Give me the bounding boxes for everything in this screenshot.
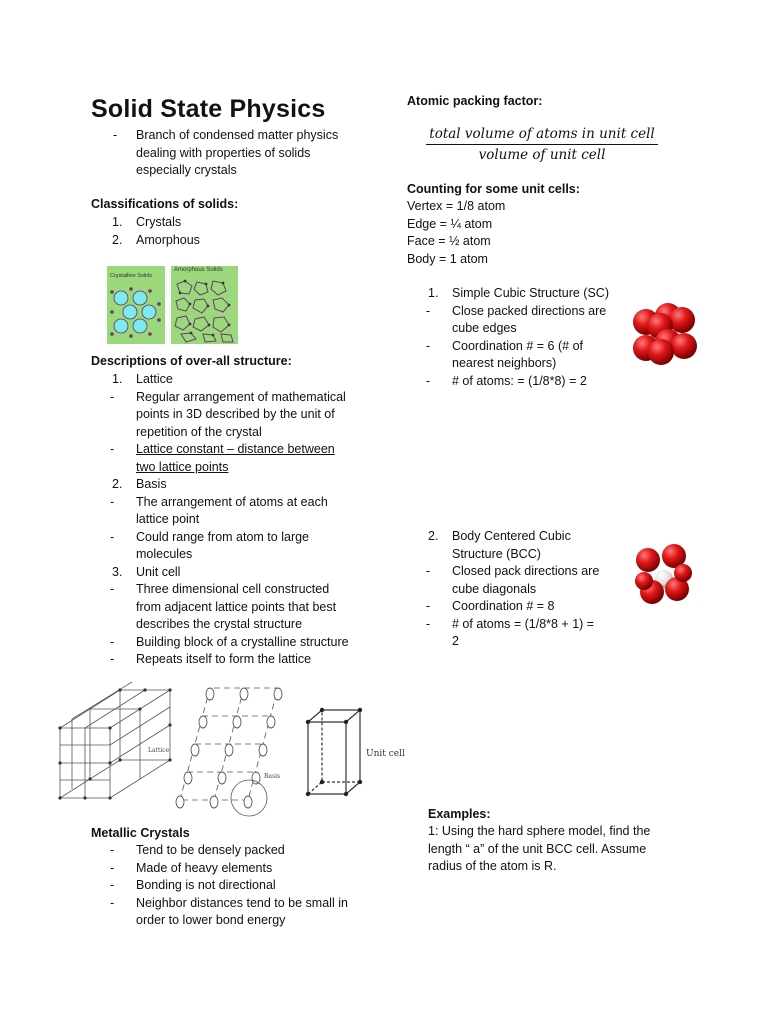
amorphous-network-drawing	[171, 276, 238, 344]
text-line: # of atoms: = (1/8*8) = 2	[452, 373, 587, 388]
apf-heading: Atomic packing factor:	[407, 94, 543, 108]
unit-cell-points	[306, 708, 362, 796]
lattice-points	[58, 688, 171, 799]
text-line: Regular arrangement of mathematical	[136, 389, 346, 404]
basis-range	[110, 529, 349, 564]
text-line: nearest neighbors)	[452, 356, 557, 370]
text-line: 2	[452, 634, 459, 648]
bcc-title-row	[428, 528, 599, 563]
basis-label: Basis	[264, 773, 281, 780]
bcc-title: Body Centered Cubic	[452, 529, 571, 543]
list-number: 2.	[112, 477, 123, 491]
metallic-heading: Metallic Crystals	[91, 826, 190, 840]
crystalline-solids-image	[107, 266, 165, 344]
descriptions-list	[110, 371, 349, 669]
sc-section	[426, 285, 609, 390]
text-line: two lattice points	[136, 459, 229, 474]
bullet-dash: -	[110, 442, 115, 456]
text-line: describes the crystal structure	[136, 617, 303, 631]
list-item	[112, 232, 200, 250]
bullet-dash: -	[426, 338, 431, 353]
list-item-text: Crystals	[136, 215, 182, 229]
crystalline-label: Crystalline Solids	[110, 273, 153, 279]
text-line: length “ a” of the unit BCC cell. Assume	[428, 841, 647, 856]
text-line: Close packed directions are	[452, 303, 607, 318]
list-item	[110, 895, 348, 930]
apf-denominator: volume of unit cell	[478, 147, 606, 163]
bullet-dash: -	[426, 564, 431, 578]
classifications-heading: Classifications of solids:	[91, 197, 239, 211]
bullet-dash: -	[110, 582, 115, 596]
text-line: cube diagonals	[452, 581, 537, 596]
list-item	[112, 214, 200, 232]
unit-cell-repeats	[110, 651, 349, 669]
text-line: Coordination # = 8	[452, 599, 555, 613]
list-number: 1.	[112, 215, 123, 229]
text-line: from adjacent lattice points that best	[136, 599, 337, 614]
list-number: 1.	[428, 286, 439, 300]
unit-cell-title: Unit cell	[136, 564, 181, 579]
list-number: 1.	[112, 372, 123, 386]
list-item	[426, 373, 609, 391]
text-line: radius of the atom is R.	[428, 859, 557, 873]
unit-cell-drawing	[308, 710, 360, 794]
crystalline-lattice-drawing	[107, 284, 165, 346]
lattice-title: Lattice	[136, 372, 173, 386]
bullet-dash: -	[426, 616, 431, 631]
bullet-dash: -	[110, 529, 115, 544]
text-line: 1: Using the hard sphere model, find the	[428, 824, 651, 838]
text-line: # of atoms = (1/8*8 + 1) =	[452, 616, 595, 631]
amorphous-solids-image	[171, 266, 238, 344]
text-line: Bonding is not directional	[136, 878, 276, 892]
counting-line: Body = 1 atom	[407, 251, 488, 266]
bullet-dash: -	[426, 599, 431, 613]
descriptions-heading: Descriptions of over-all structure:	[91, 354, 292, 368]
bullet-dash: -	[110, 895, 115, 910]
text-line: Neighbor distances tend to be small in	[136, 895, 348, 910]
intro-line: especially crystals	[136, 163, 237, 177]
bcc-atoms-image	[628, 543, 698, 613]
list-item	[426, 303, 609, 338]
metallic-list	[110, 842, 348, 930]
bullet-dash: -	[110, 494, 115, 509]
unit-cell-block	[110, 634, 349, 652]
text-line: The arrangement of atoms at each	[136, 494, 328, 509]
lattice-desc	[110, 389, 349, 442]
unit-cell-label: Unit cell	[366, 749, 405, 759]
bullet-dash: -	[113, 128, 118, 142]
examples-heading: Examples:	[428, 807, 491, 821]
list-item	[110, 860, 348, 878]
text-line: Three dimensional cell constructed	[136, 582, 330, 596]
list-item	[426, 338, 609, 373]
text-line: order to lower bond energy	[136, 913, 286, 927]
lattice-item	[112, 371, 349, 389]
counting-list	[407, 198, 505, 268]
list-item	[110, 842, 348, 860]
fraction-bar	[426, 144, 658, 145]
list-item	[426, 598, 599, 616]
bullet-dash: -	[110, 634, 115, 649]
amorphous-label: Amorphous Solids	[174, 267, 223, 273]
text-line: molecules	[136, 547, 193, 561]
bcc-title: Structure (BCC)	[452, 546, 541, 561]
bullet-dash: -	[426, 303, 431, 318]
text-line: Closed pack directions are	[452, 564, 600, 578]
bullet-dash: -	[110, 878, 115, 892]
text-line: Made of heavy elements	[136, 860, 273, 875]
unit-cell-desc	[110, 581, 349, 634]
text-line: points in 3D described by the unit of	[136, 407, 335, 421]
counting-line: Vertex = 1/8 atom	[407, 199, 506, 213]
text-line: Coordination # = 6 (# of	[452, 338, 583, 353]
intro-block	[113, 127, 339, 180]
example-1	[428, 823, 650, 876]
text-line: cube edges	[452, 321, 517, 335]
basis-desc	[110, 494, 349, 529]
bcc-section	[426, 528, 600, 651]
page-title: Solid State Physics	[91, 95, 326, 123]
text-line: Tend to be densely packed	[136, 843, 285, 857]
intro-line: dealing with properties of solids	[136, 145, 311, 160]
classifications-list	[112, 214, 200, 249]
list-item	[426, 616, 599, 651]
apf-fraction	[426, 125, 658, 164]
counting-line: Edge = ¼ atom	[407, 216, 493, 231]
lattice-label: Lattice	[148, 747, 170, 754]
list-number: 2.	[112, 232, 123, 247]
lattice-constant	[110, 441, 349, 476]
bullet-dash: -	[110, 860, 115, 875]
list-item	[110, 877, 348, 895]
basis-atoms	[176, 688, 282, 808]
text-line: lattice point	[136, 512, 200, 526]
bullet-dash: -	[110, 652, 115, 666]
bullet-dash: -	[426, 373, 431, 388]
list-item	[426, 563, 600, 598]
text-line: Repeats itself to form the lattice	[136, 652, 312, 666]
text-line: repetition of the crystal	[136, 424, 262, 439]
sc-title: Simple Cubic Structure (SC)	[452, 286, 609, 300]
lattice-basis-unitcell-diagram	[50, 680, 405, 820]
lattice-drawing	[60, 682, 170, 798]
counting-heading: Counting for some unit cells:	[407, 182, 580, 196]
sc-title-row	[428, 285, 609, 303]
list-number: 2.	[428, 529, 439, 543]
bullet-dash: -	[110, 389, 115, 404]
list-number: 3.	[112, 564, 123, 579]
apf-numerator: total volume of atoms in unit cell	[429, 126, 655, 142]
unit-cell-item	[112, 564, 349, 582]
counting-line: Face = ½ atom	[407, 234, 491, 248]
basis-title: Basis	[136, 477, 167, 491]
text-line: Building block of a crystalline structure	[136, 634, 349, 649]
basis-item	[112, 476, 349, 494]
text-line: Could range from atom to large	[136, 529, 310, 544]
text-line: Lattice constant – distance between	[136, 442, 335, 456]
bullet-dash: -	[110, 843, 115, 857]
simple-cubic-atoms-image	[628, 300, 700, 368]
list-item-text: Amorphous	[136, 232, 200, 247]
intro-line: Branch of condensed matter physics	[136, 128, 339, 142]
